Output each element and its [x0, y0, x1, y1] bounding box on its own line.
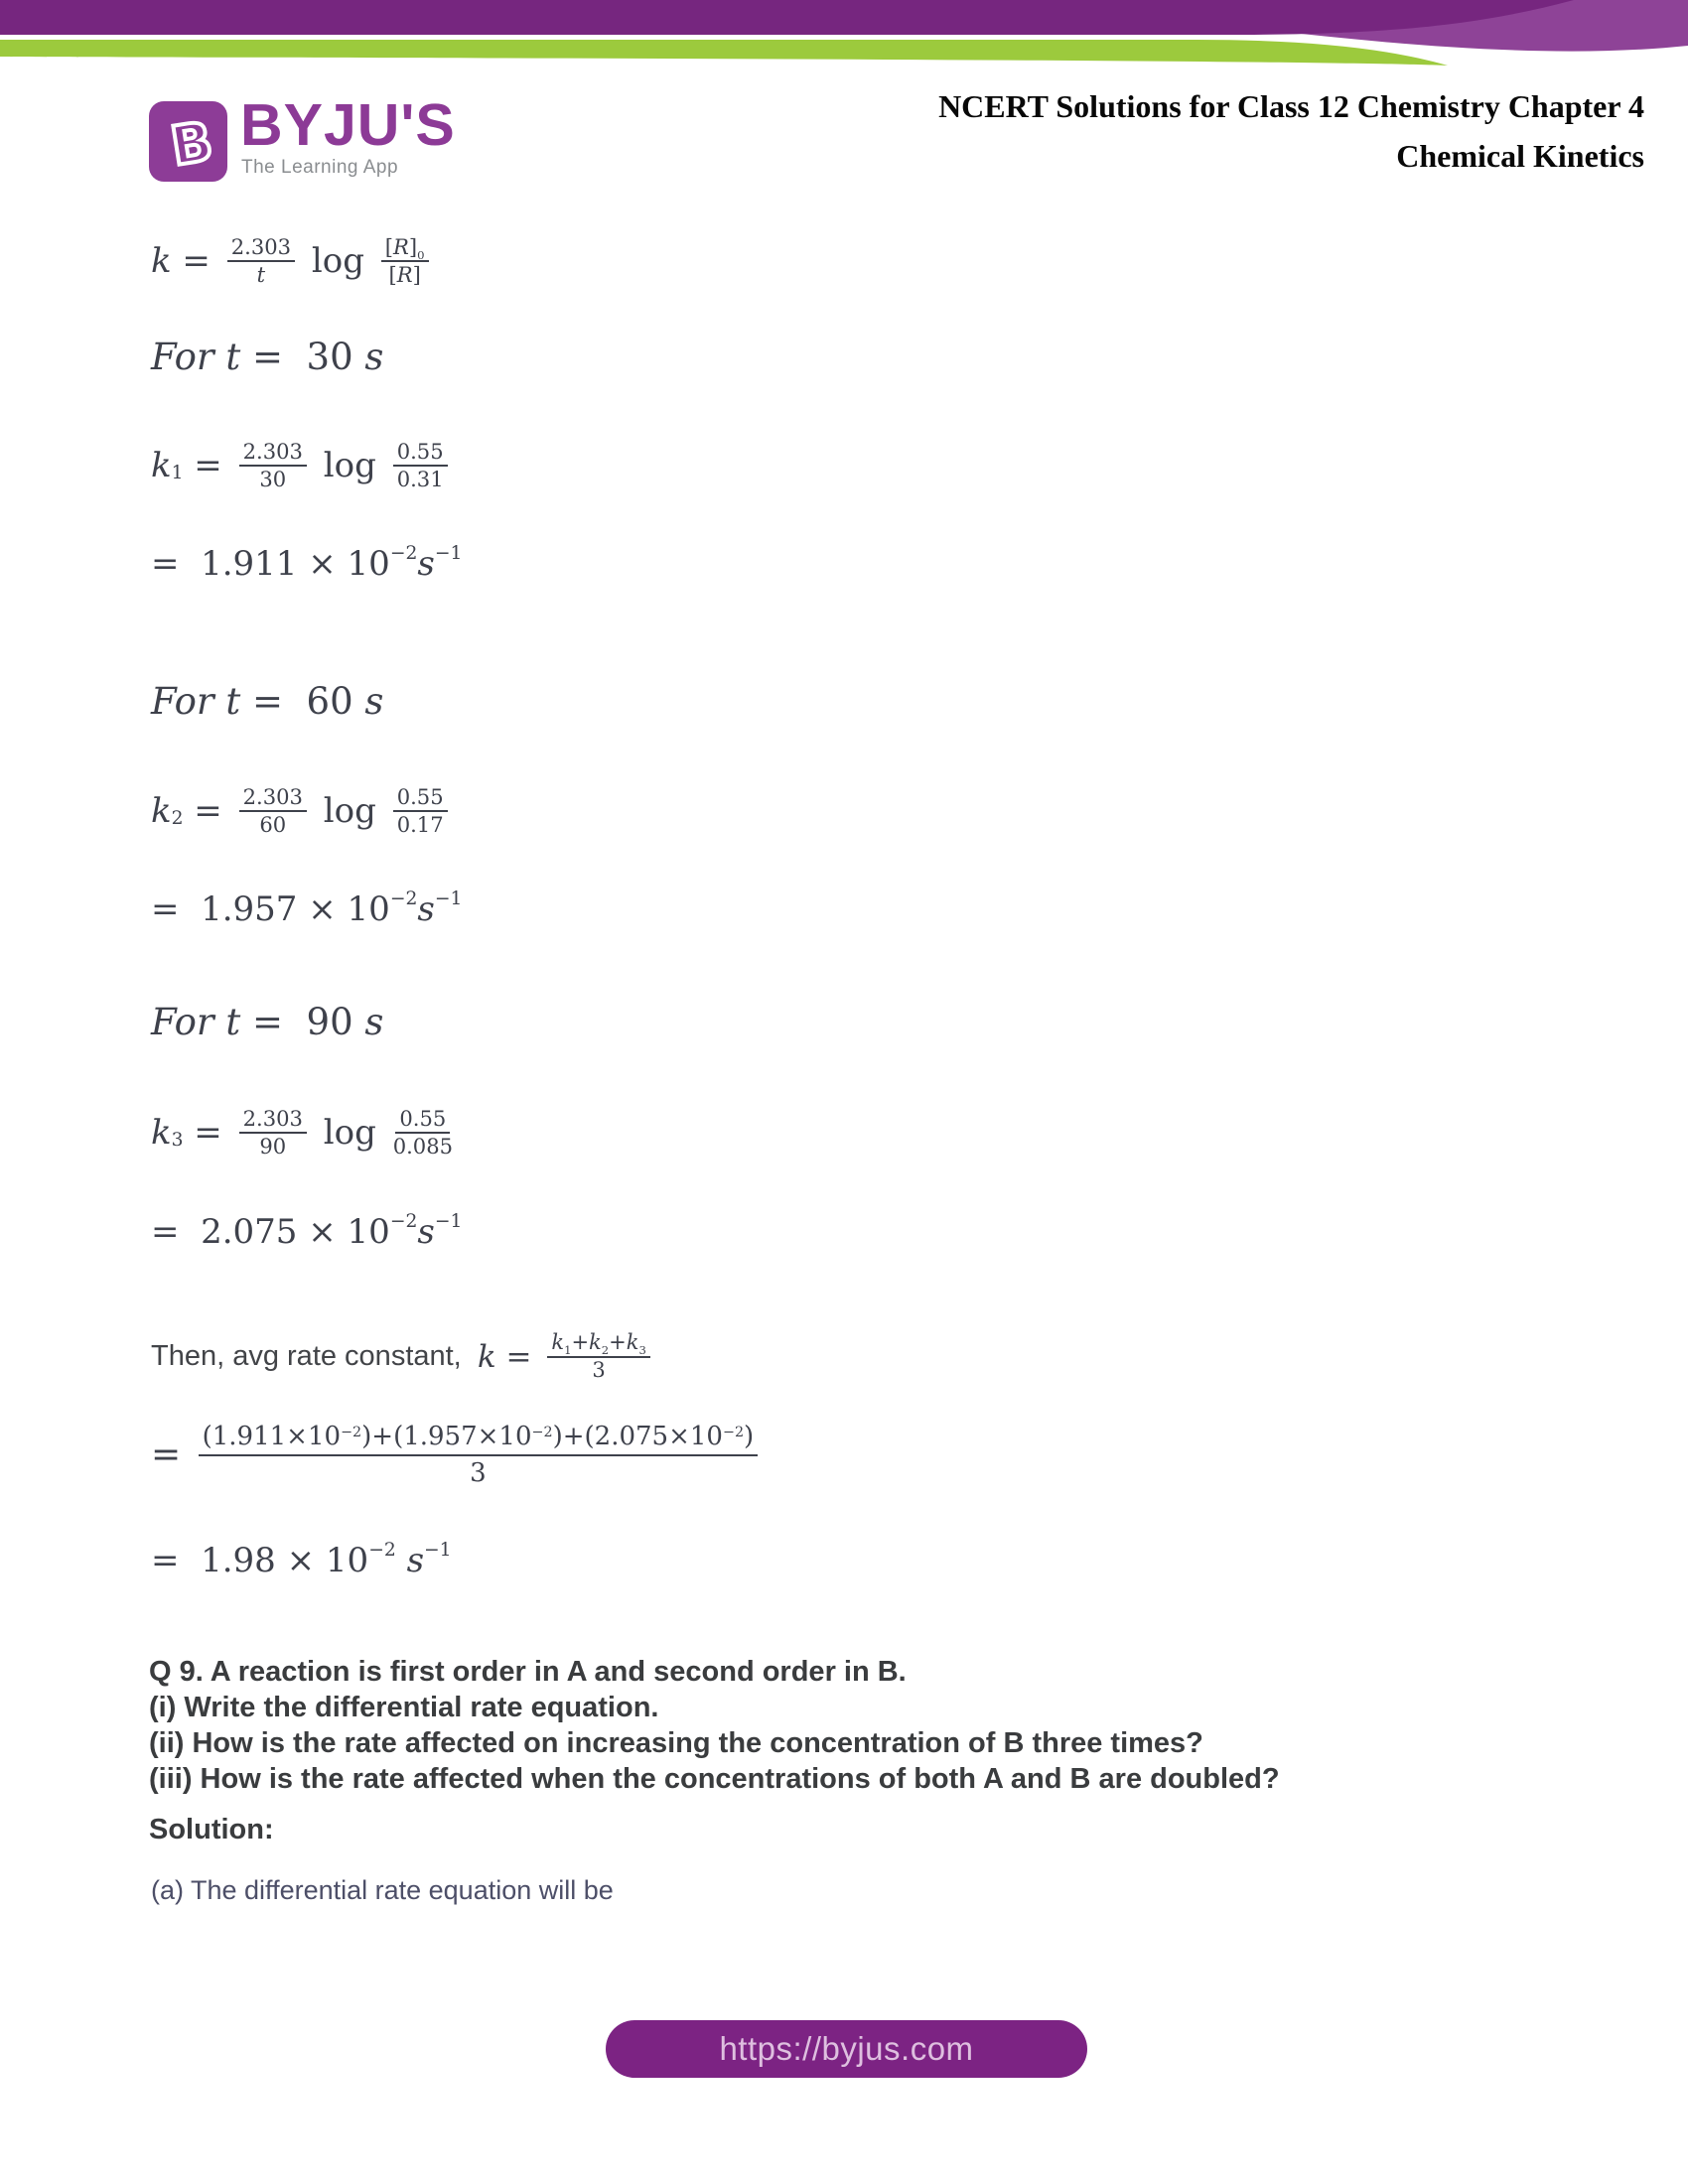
byjus-tagline: The Learning App — [241, 157, 399, 178]
equation-avg-result: = 1.98 × 10 −2 s −1 — [151, 1540, 452, 1580]
question-9-part-i: (i) Write the differential rate equation. — [149, 1692, 659, 1723]
solution-part-a-text: (a) The differential rate equation will be — [151, 1875, 614, 1905]
byjus-url-text: https://byjus.com — [719, 2030, 974, 2067]
equation-avg-rate-constant: Then, avg rate constant, k = $\frac{k_1+k_2+k_3}{3}$ — [151, 1331, 656, 1382]
header-green-band — [0, 40, 1448, 66]
question-9-part-iii: (iii) How is the rate affected when the concentrations of both A and B are doubled? — [149, 1763, 1280, 1795]
page-title-line1: NCERT Solutions for Class 12 Chemistry Chapter 4 — [938, 88, 1644, 124]
header-dark-purple-band — [0, 0, 1574, 35]
byjus-b-icon — [149, 101, 227, 182]
page-title-line2: Chemical Kinetics — [1396, 138, 1644, 174]
byjus-logo — [149, 92, 606, 187]
header-swoosh — [0, 0, 1688, 79]
equation-for-t-90s: For t = 90 s — [151, 1001, 384, 1043]
byjus-logo-badge — [149, 101, 227, 182]
equation-for-t-60s: For t = 60 s — [151, 680, 384, 723]
equation-k2-result: = 1.957 × 10 −2 s −1 — [151, 888, 463, 929]
byjus-url-button[interactable] — [606, 2020, 1087, 2078]
equation-k1-result: = 1.911 × 10 −2 s −1 — [151, 543, 463, 584]
equation-for-t-30s: For t = 30 s — [151, 336, 384, 378]
question-9-statement: Q 9. A reaction is first order in A and second order in B. — [149, 1656, 907, 1688]
equation-rate-constant-formula: k = $\frac{2.303}{t}$ log $\frac{[R]_0}{[R]}$ — [151, 235, 435, 286]
equation-k3: k 3 = $\frac{2.303}{90}$ log $\frac{0.55}{0.085}$ — [151, 1106, 454, 1159]
svg-text:B: B — [166, 109, 217, 179]
question-9-part-ii: (ii) How is the rate affected on increasing the concentration of B three times? — [149, 1727, 1203, 1759]
equation-k3-result: = 2.075 × 10 −2 s −1 — [151, 1211, 463, 1252]
byjus-brand-text: BYJU'S — [240, 92, 456, 158]
equation-k1: k 1 = $\frac{2.303}{30}$ log $\frac{0.55}{0.31}$ — [151, 440, 454, 490]
solution-label: Solution: — [149, 1814, 274, 1845]
equation-avg-expansion: = $\frac{(1.911\times 10^{-2})+(1.957\times 10^{-2})+(2.075\times 10^{-2})}{3}$ — [151, 1421, 764, 1489]
question-9-block — [149, 1654, 1559, 1797]
equation-k2: k 2 = $\frac{2.303}{60}$ log $\frac{0.55}{0.17}$ — [151, 785, 454, 836]
page-title — [938, 81, 1644, 181]
